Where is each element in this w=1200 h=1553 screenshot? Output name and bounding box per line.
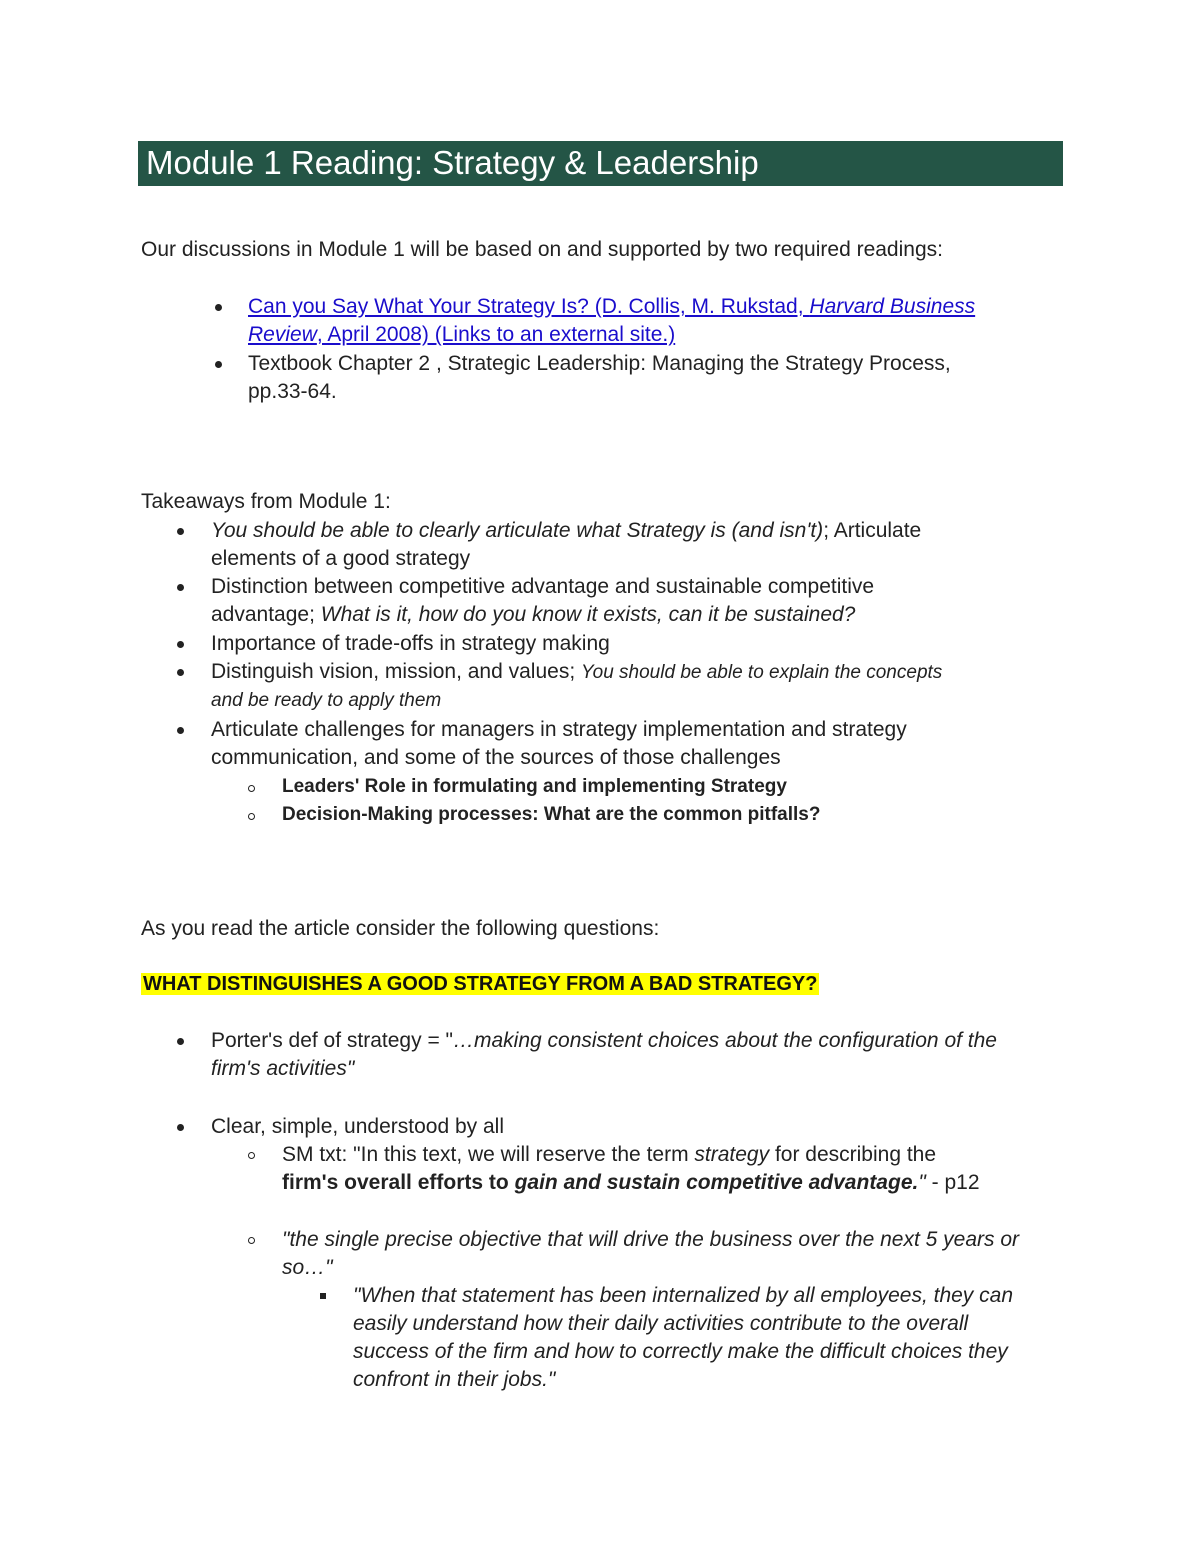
clear-simple: Clear, simple, understood by all <box>211 1115 504 1138</box>
reading-link-journal[interactable]: Harvard Business <box>809 295 976 318</box>
takeaway-1-line1 <box>211 517 921 545</box>
bullet-icon <box>177 1038 184 1045</box>
bullet-icon <box>177 669 184 676</box>
takeaway-2-line2 <box>211 601 855 629</box>
sm-plain-2: for describing the <box>769 1143 937 1166</box>
takeaway-5-line2: communication, and some of the sources of those challenges <box>211 746 781 769</box>
questions-heading: WHAT DISTINGUISHES A GOOD STRATEGY FROM A BAD STRATEGY? <box>143 973 818 995</box>
quote-line4: confront in their jobs." <box>353 1368 556 1391</box>
circle-bullet-icon <box>248 813 255 820</box>
takeaway-sub-1: Leaders' Role in formulating and implementing Strategy <box>282 776 787 797</box>
sm-plain-1: SM txt: "In this text, we will reserve the term <box>282 1143 695 1166</box>
reading-link-line2[interactable] <box>248 321 675 349</box>
reading-link-part2[interactable]: , April 2008) (Links to an external site.) <box>316 323 676 346</box>
bullet-icon <box>177 727 184 734</box>
bullet-icon <box>177 584 184 591</box>
porter-plain: Porter's def of strategy = " <box>211 1029 453 1052</box>
porter-italic: …making consistent choices about the configuration of the <box>453 1029 997 1052</box>
takeaway-2-plain: advantage; <box>211 603 321 626</box>
questions-heading-line <box>141 970 819 1000</box>
page-title: Module 1 Reading: Strategy & Leadership <box>146 144 759 181</box>
reading-link-line1[interactable] <box>248 293 975 321</box>
quote-line3: success of the firm and how to correctly make the difficult choices they <box>353 1340 1008 1363</box>
takeaway-4-line1 <box>211 658 942 687</box>
circle-bullet-icon <box>248 1152 255 1159</box>
circle-bullet-icon <box>248 1237 255 1244</box>
questions-intro: As you read the article consider the following questions: <box>141 917 660 940</box>
sm-italic-strategy: strategy <box>694 1143 770 1166</box>
sm-page-ref: - p12 <box>925 1171 980 1194</box>
sm-bold: firm's overall efforts to <box>282 1171 515 1194</box>
porter-line2: firm's activities" <box>211 1057 355 1080</box>
quote-line1: "When that statement has been internalized by all employees, they can <box>353 1284 1014 1307</box>
objective-line2: so…" <box>282 1256 333 1279</box>
bullet-icon <box>177 641 184 648</box>
sm-bold-italic: gain and sustain competitive advantage. <box>514 1171 919 1194</box>
takeaway-2-line1: Distinction between competitive advantage and sustainable competitive <box>211 575 875 598</box>
takeaway-4-line2: and be ready to apply them <box>211 690 442 711</box>
bullet-icon <box>215 361 222 368</box>
takeaway-3: Importance of trade-offs in strategy making <box>211 632 610 655</box>
takeaway-1-rest: ; Articulate <box>823 519 922 542</box>
textbook-line1: Textbook Chapter 2 , Strategic Leadership: Managing the Strategy Process, <box>248 352 951 375</box>
bullet-icon <box>215 304 222 311</box>
quote-line2: easily understand how their daily activities contribute to the overall <box>353 1312 969 1335</box>
sm-line2 <box>282 1169 980 1197</box>
textbook-line2: pp.33-64. <box>248 380 337 403</box>
takeaways-heading: Takeaways from Module 1: <box>141 490 391 513</box>
takeaway-4-italic: You should be able to explain the concepts <box>581 662 943 683</box>
intro-text: Our discussions in Module 1 will be based on and supported by two required readings: <box>141 238 943 261</box>
title-banner <box>138 141 1063 186</box>
takeaway-sub-2: Decision-Making processes: What are the common pitfalls? <box>282 804 821 825</box>
objective-line1: "the single precise objective that will drive the business over the next 5 years or <box>282 1228 1019 1251</box>
square-bullet-icon <box>320 1293 326 1299</box>
bullet-icon <box>177 1124 184 1131</box>
takeaway-4-plain: Distinguish vision, mission, and values; <box>211 660 582 683</box>
takeaway-1-line2: elements of a good strategy <box>211 547 471 570</box>
takeaway-5-line1: Articulate challenges for managers in strategy implementation and strategy <box>211 718 907 741</box>
bullet-icon <box>177 528 184 535</box>
circle-bullet-icon <box>248 785 255 792</box>
porter-line1 <box>211 1027 997 1055</box>
reading-link-part1[interactable]: Can you Say What Your Strategy Is? (D. Collis, M. Rukstad, <box>248 295 810 318</box>
takeaway-2-italic: What is it, how do you know it exists, can it be sustained? <box>320 603 856 626</box>
sm-close-quote: " <box>918 1171 926 1194</box>
sm-line1 <box>282 1141 936 1169</box>
takeaway-1-italic: You should be able to clearly articulate what Strategy is (and isn't) <box>211 519 824 542</box>
reading-link-journal-2[interactable]: Review <box>248 323 317 346</box>
